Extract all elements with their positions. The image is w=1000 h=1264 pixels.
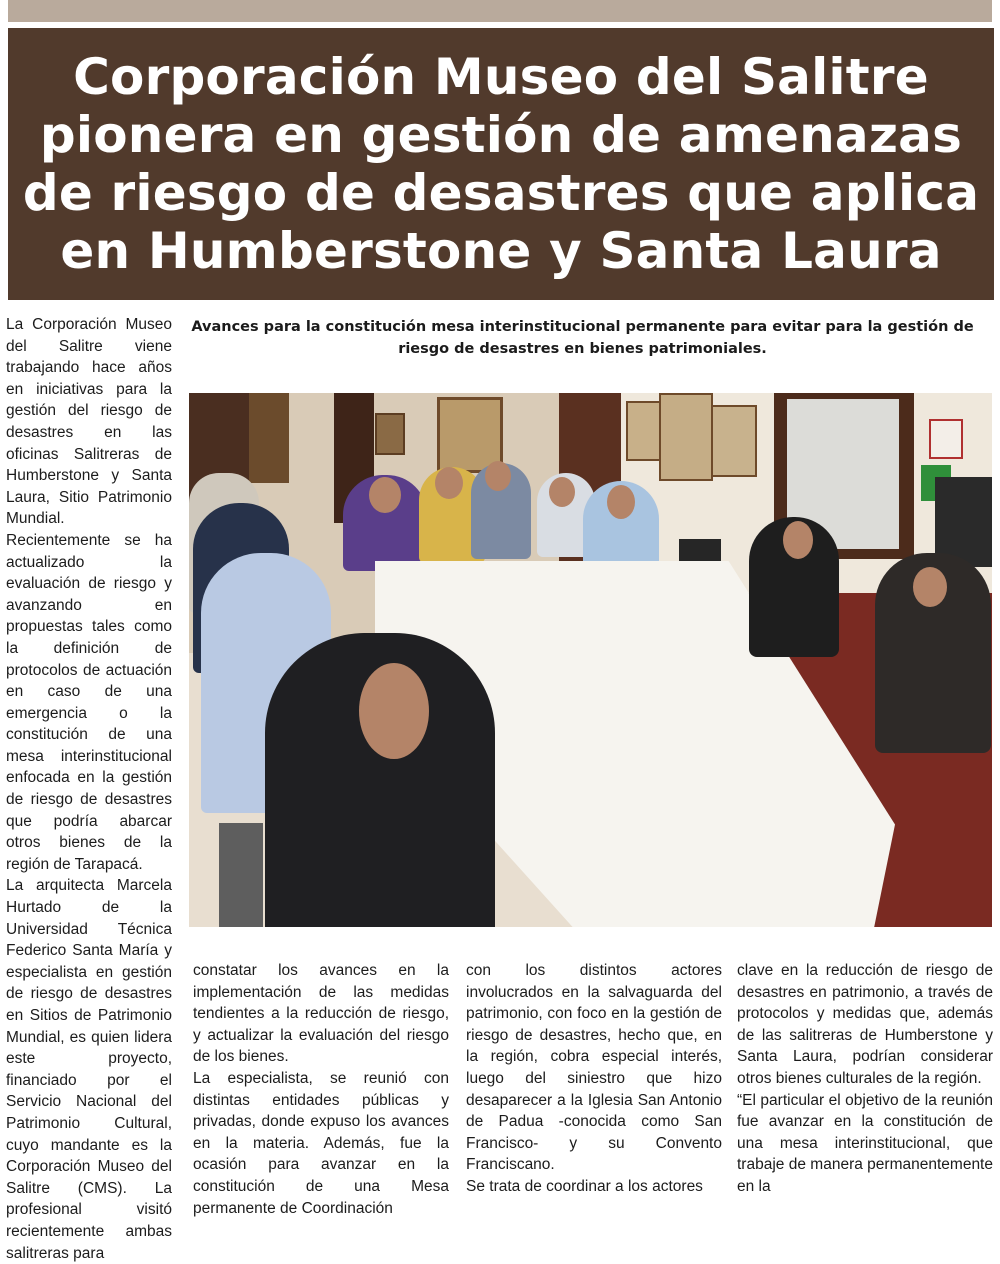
headline-line-4: en Humberstone y Santa Laura: [60, 222, 942, 280]
photo-picture-frame: [711, 405, 757, 477]
photo-face: [607, 485, 635, 519]
headline-line-1: Corporación Museo del Salitre: [73, 48, 929, 106]
photo-chair: [219, 823, 263, 927]
photo-face: [369, 477, 401, 513]
subtitle-line-1: Avances para la constitución mesa interinstitucional permanente para evitar para la gestión de: [191, 319, 974, 335]
headline-line-3: de riesgo de desastres que aplica: [22, 164, 980, 222]
article-paragraph: La especialista, se reunió con distintas entidades públicas y privadas, donde expuso los avances en la materia. Además, fue la ocasión para avanzar en la constitución de una Mesa permanente de Coordinación: [193, 1069, 449, 1217]
article-paragraph: La arquitecta Marcela Hurtado de la Universidad Técnica Federico Santa María y especialista en gestión de riesgo de desastres en Sitios de Patrimonio Mundial, es quien lidera este proyecto, financiado por el Servicio Nacional del Patrimonio Cultural, cuyo mandante es la Corporación Museo del Salitre (CMS). La profesional visitó recientemente ambas salitreras para: [6, 877, 172, 1262]
article-paragraph: Se trata de coordinar a los actores: [466, 1177, 703, 1195]
photo-prohibition-sign: [929, 419, 963, 459]
meeting-photo: [189, 393, 992, 927]
article-paragraph: “El particular el objetivo de la reunión fue avanzar en la constitución de una mesa interinstitucional, que trabaje de manera permanentemente en la: [737, 1091, 993, 1195]
article-column-4: [737, 960, 993, 1198]
photo-picture-frame: [375, 413, 405, 455]
photo-bookshelf: [249, 393, 289, 483]
photo-picture-frame: [626, 401, 662, 461]
article-paragraph: constatar los avances en la implementación de las medidas tendientes a la reducción de riesgo, y actualizar la evaluación del riesgo de los bienes.: [193, 962, 449, 1066]
headline-line-2: pionera en gestión de amenazas: [39, 106, 963, 164]
photo-face: [913, 567, 947, 607]
photo-picture-frame: [659, 393, 713, 481]
headline: [23, 48, 979, 280]
article-paragraph: La Corporación Museo del Salitre viene trabajando hace años en iniciativas para la gestión del riesgo de desastres en las oficinas Salitreras de Humberstone y Santa Laura, Sitio Patrimonio Mundial. Recientemente se ha actualizado la evaluación de riesgo y avanzando en propuestas tales como la definición de protocolos de actuación en caso de una emergencia o la constitución de una mesa interinstitucional enfocada en la gestión de riesgo de desastres que podría abarcar otros bienes de la región de Tarapacá.: [6, 316, 172, 873]
headline-banner: [8, 28, 994, 300]
photo-face: [435, 467, 463, 499]
article-paragraph: con los distintos actores involucrados en la salvaguarda del patrimonio, con foco en la gestión de riesgo de desastres, hecho que, en la región, cobra especial interés, luego del siniestro que hizo desaparecer a la Iglesia San Antonio de Padua -conocida como San Francisco- y su Convento Franciscano.: [466, 962, 722, 1174]
photo-face: [783, 521, 813, 559]
article-column-left: [6, 314, 172, 1264]
article-column-2: [193, 960, 449, 1219]
article-column-3: [466, 960, 722, 1198]
photo-face: [485, 461, 511, 491]
top-color-strip: [8, 0, 992, 22]
photo-face: [359, 663, 429, 759]
photo-face: [549, 477, 575, 507]
article-paragraph: clave en la reducción de riesgo de desastres en patrimonio, a través de protocolos y medidas que, además de las salitreras de Humberstone y Santa Laura, podrían considerar otros bienes culturales de la región.: [737, 962, 993, 1087]
subtitle-line-2: riesgo de desastres en bienes patrimoniales.: [398, 341, 767, 357]
subtitle: [190, 316, 975, 360]
